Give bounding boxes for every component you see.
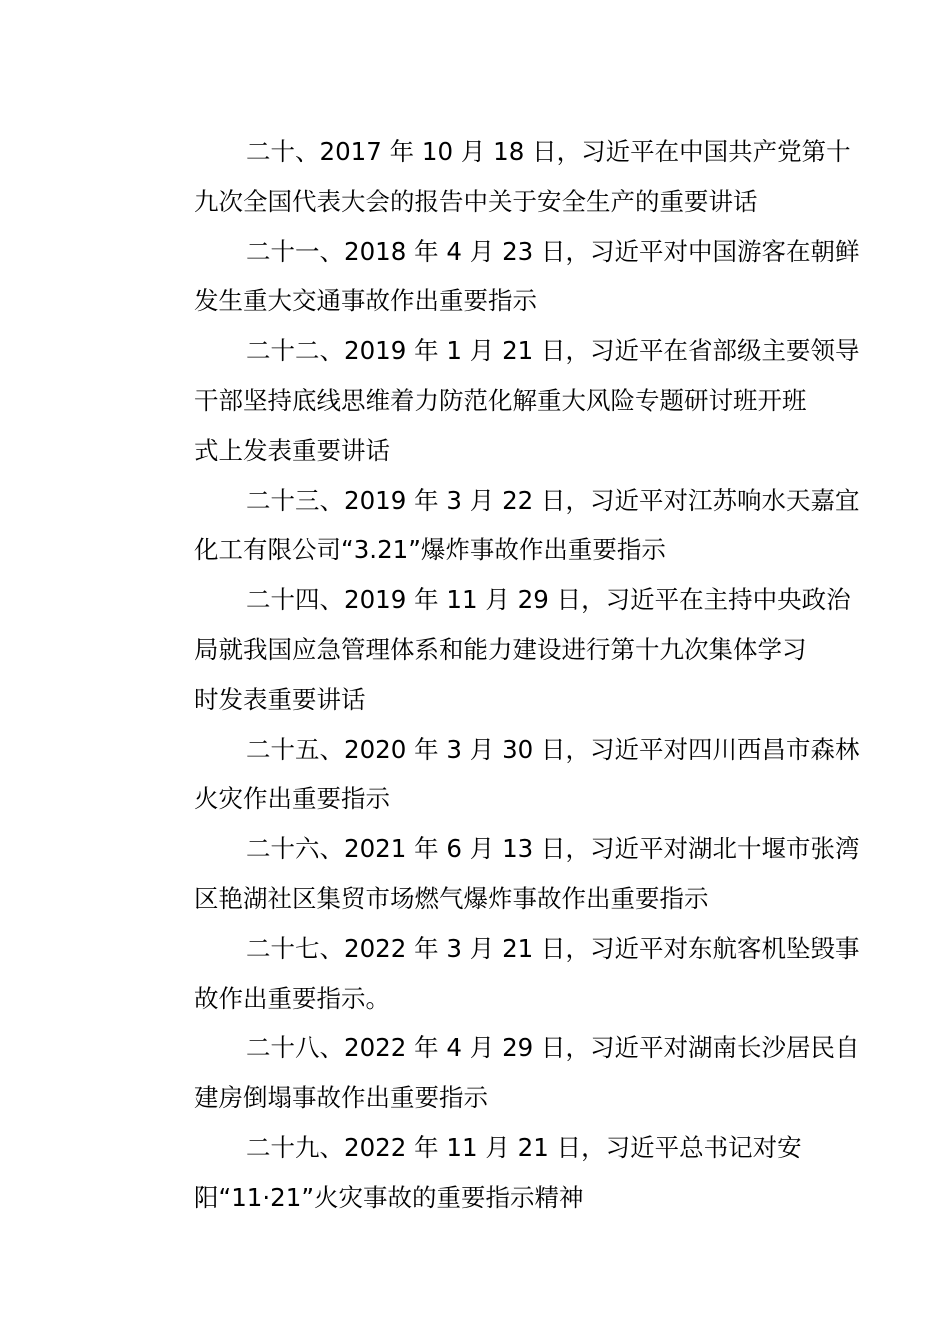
list-item — [145, 127, 851, 227]
item-line: 阳“11·21”火灾事故的重要指示精神 — [194, 1182, 584, 1212]
item-line: 二十九、2022 年 11 月 21 日，习近平总书记对安 — [246, 1132, 802, 1162]
item-line: 九次全国代表大会的报告中关于安全生产的重要讲话 — [194, 186, 758, 216]
item-line: 式上发表重要讲话 — [194, 435, 390, 465]
item-line: 建房倒塌事故作出重要指示 — [194, 1083, 488, 1113]
item-line: 发生重大交通事故作出重要指示 — [194, 286, 537, 316]
item-line: 局就我国应急管理体系和能力建设进行第十九次集体学习 — [194, 634, 807, 664]
document-body — [145, 127, 860, 1223]
item-line: 二十七、2022 年 3 月 21 日，习近平对东航客机坠毁事 — [246, 933, 860, 963]
list-item — [145, 924, 860, 1024]
item-line: 二十五、2020 年 3 月 30 日，习近平对四川西昌市森林 — [246, 734, 860, 764]
list-item — [145, 227, 860, 327]
item-line: 故作出重要指示。 — [194, 983, 390, 1013]
item-line: 二十八、2022 年 4 月 29 日，习近平对湖南长沙居民自 — [246, 1033, 860, 1063]
list-item — [145, 725, 860, 825]
item-line: 干部坚持底线思维着力防范化解重大风险专题研讨班开班 — [194, 385, 807, 415]
item-line: 二十二、2019 年 1 月 21 日，习近平在省部级主要领导 — [246, 336, 860, 366]
list-item — [145, 476, 860, 576]
list-item — [145, 575, 851, 724]
item-line: 火灾作出重要指示 — [194, 784, 390, 814]
item-line: 时发表重要讲话 — [194, 684, 366, 714]
item-line: 化工有限公司“3.21”爆炸事故作出重要指示 — [194, 535, 666, 565]
list-item — [145, 1123, 810, 1223]
list-item — [145, 326, 860, 475]
item-line: 二十、2017 年 10 月 18 日，习近平在中国共产党第十 — [246, 137, 851, 166]
item-line: 二十六、2021 年 6 月 13 日，习近平对湖北十堰市张湾 — [246, 834, 860, 864]
item-line: 区艳湖社区集贸市场燃气爆炸事故作出重要指示 — [194, 883, 709, 913]
item-line: 二十三、2019 年 3 月 22 日，习近平对江苏响水天嘉宜 — [246, 485, 860, 515]
list-item — [145, 1023, 860, 1123]
list-item — [145, 824, 860, 924]
item-line: 二十一、2018 年 4 月 23 日，习近平对中国游客在朝鲜 — [246, 236, 860, 266]
item-line: 二十四、2019 年 11 月 29 日，习近平在主持中央政治 — [246, 585, 851, 615]
